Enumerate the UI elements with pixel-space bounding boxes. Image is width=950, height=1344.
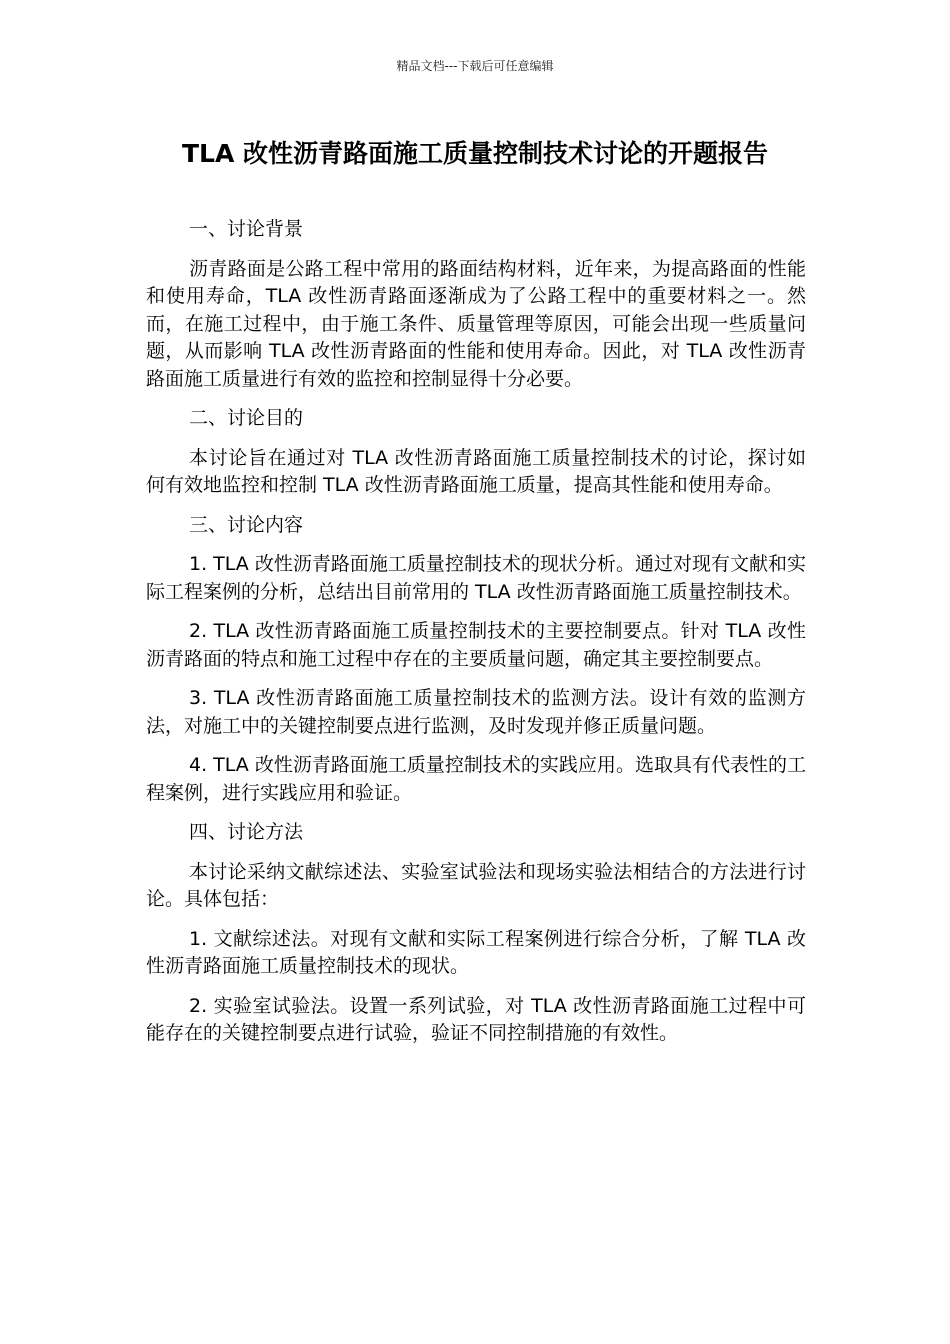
paragraph-content-item-2: 2. TLA 改性沥青路面施工质量控制技术的主要控制要点。针对 TLA 改性沥青路面的特点和施工过程中存在的主要质量问题，确定其主要控制要点。 <box>146 620 806 670</box>
paragraph-background: 沥青路面是公路工程中常用的路面结构材料，近年来，为提高路面的性能和使用寿命，TLA 改性沥青路面逐渐成为了公路工程中的重要材料之一。然而，在施工过程中，由于施工条件、质量管理等原因，可能会出现一些质量问题，从而影响 TLA 改性沥青路面的性能和使用寿命。因此，对 TLA 改性沥青路面施工质量进行有效的监控和控制显得十分必要。 <box>146 257 806 390</box>
section-heading-content: 三、讨论内容 <box>189 513 304 536</box>
document-body <box>146 216 806 1060</box>
section-heading-method: 四、讨论方法 <box>189 821 304 843</box>
paragraph-content-item-4: 4. TLA 改性沥青路面施工质量控制技术的实践应用。选取具有代表性的工程案例，进行实践应用和验证。 <box>146 754 806 804</box>
paragraph-content-item-3: 3. TLA 改性沥青路面施工质量控制技术的监测方法。设计有效的监测方法，对施工中的关键控制要点进行监测，及时发现并修正质量问题。 <box>146 687 806 737</box>
page-header: 精品文档---下载后可任意编辑 <box>396 59 554 73</box>
document-title: TLA 改性沥青路面施工质量控制技术讨论的开题报告 <box>181 139 769 168</box>
section-heading-purpose: 二、讨论目的 <box>189 407 304 429</box>
paragraph-method-item-1: 1. 文献综述法。对现有文献和实际工程案例进行综合分析，了解 TLA 改性沥青路面施工质量控制技术的现状。 <box>146 927 806 977</box>
paragraph-content-item-1: 1. TLA 改性沥青路面施工质量控制技术的现状分析。通过对现有文献和实际工程案例的分析，总结出目前常用的 TLA 改性沥青路面施工质量控制技术。 <box>146 553 806 603</box>
paragraph-method-item-2: 2. 实验室试验法。设置一系列试验，对 TLA 改性沥青路面施工过程中可能存在的关键控制要点进行试验，验证不同控制措施的有效性。 <box>146 994 806 1044</box>
paragraph-method-intro: 本讨论采纳文献综述法、实验室试验法和现场实验法相结合的方法进行讨论。具体包括： <box>146 860 806 910</box>
paragraph-purpose: 本讨论旨在通过对 TLA 改性沥青路面施工质量控制技术的讨论，探讨如何有效地监控和控制 TLA 改性沥青路面施工质量，提高其性能和使用寿命。 <box>146 446 806 496</box>
section-heading-background: 一、讨论背景 <box>189 218 304 240</box>
